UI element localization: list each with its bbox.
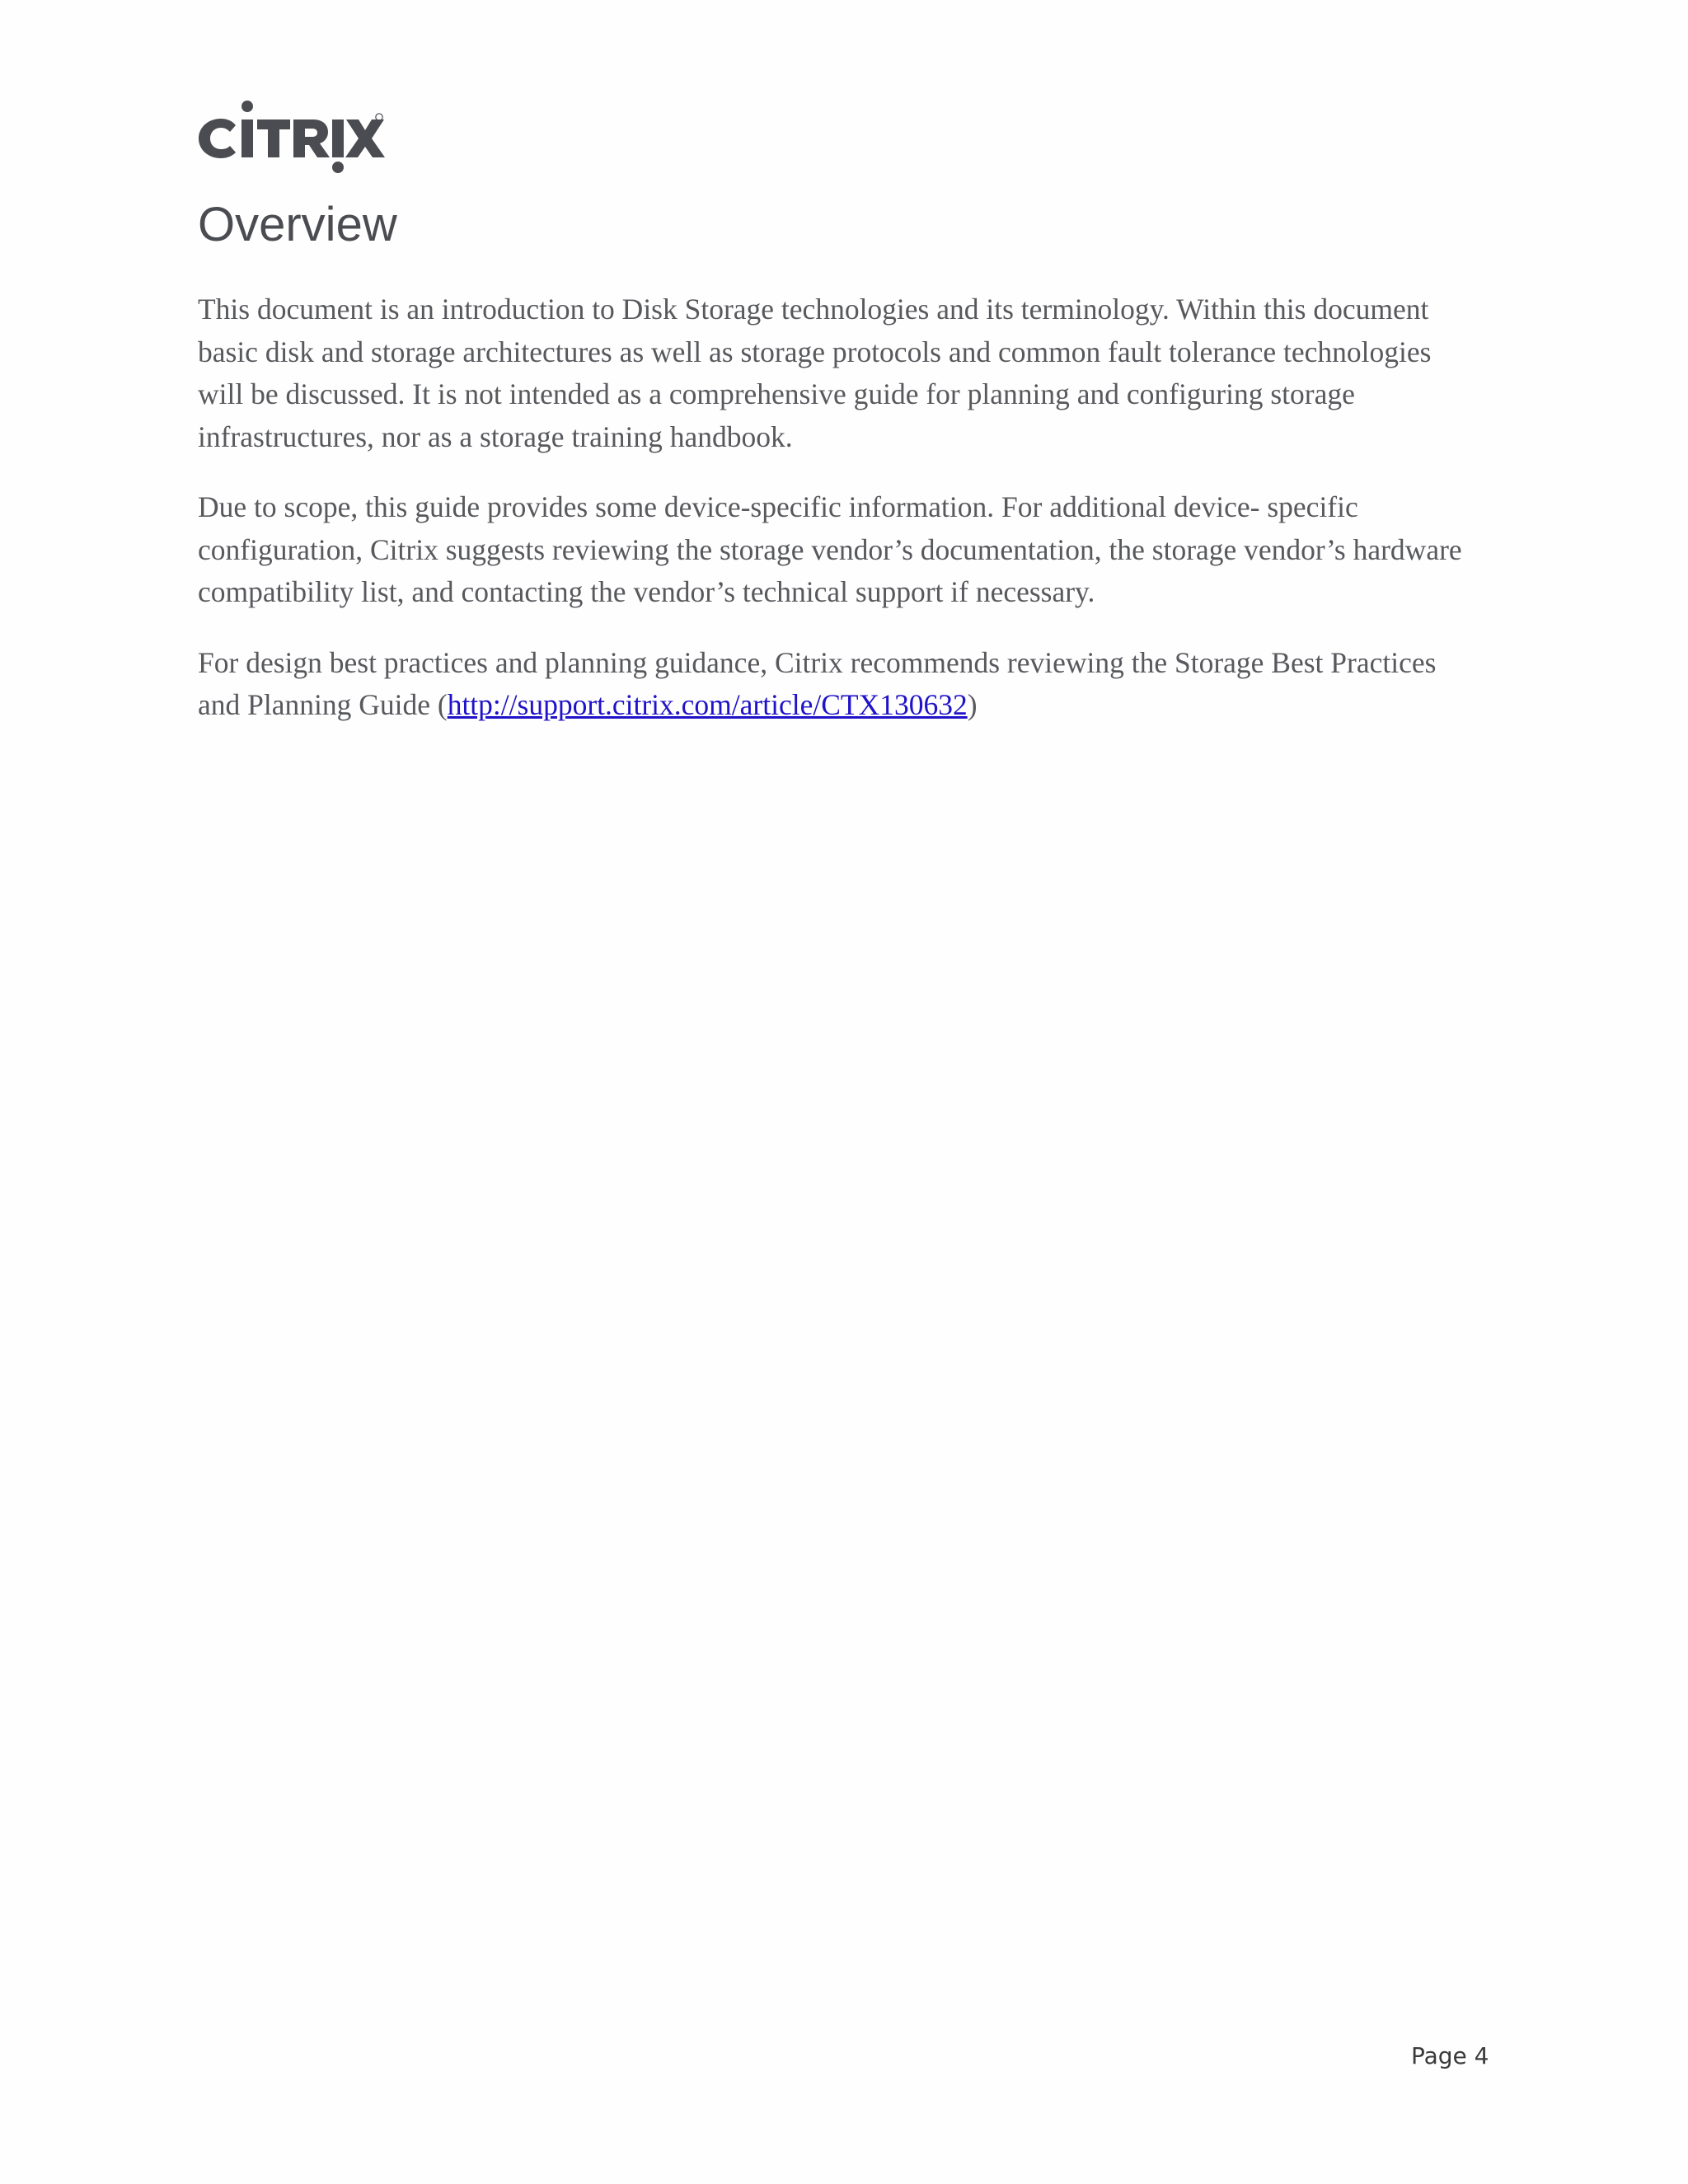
citrix-logo-icon xyxy=(196,97,386,173)
paragraph-intro: This document is an introduction to Disk Storage technologies and its terminology. Within this document basic disk and storage architectures as well as storage protocols and common fault tolerance technologies will be discussed. It is not intended as a comprehensive guide for planning and configuring storage infrastructures, nor as a storage training handbook. xyxy=(198,293,1432,453)
document-body xyxy=(198,288,1484,755)
support-article-link[interactable]: http://support.citrix.com/article/CTX130632 xyxy=(447,688,968,721)
paragraph-best-practices xyxy=(198,642,1484,727)
paragraph-text: For design best practices and planning guidance, Citrix recommends reviewing the Storage Best Practices and Planning Guide ( xyxy=(198,645,1437,721)
paragraph-close-paren: ) xyxy=(967,688,978,721)
page-number: Page 4 xyxy=(1411,2042,1489,2069)
page-title: Overview xyxy=(198,198,397,251)
citrix-logo xyxy=(196,97,386,173)
paragraph-scope: Due to scope, this guide provides some device-specific information. For additional device- specific configuration, Citrix suggests reviewing the storage vendor’s documentation, the storage vendor’s hardware compatibility list, and contacting the vendor’s technical support if necessary. xyxy=(198,490,1462,608)
